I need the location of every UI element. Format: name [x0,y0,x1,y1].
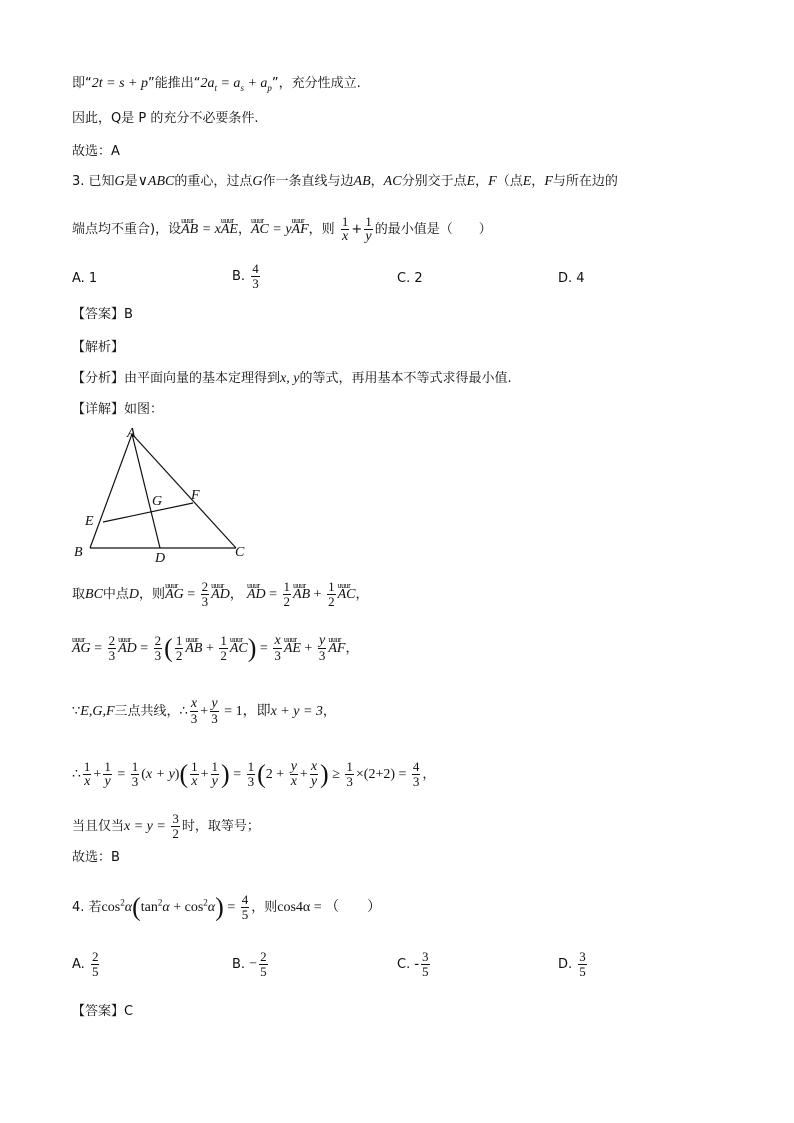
q3-step-3: ∵E,G,F三点共线，∴ $\frac{x}{3}$ + $\frac{y}{3}$ = 1，即x + y = 3， [72,696,336,726]
text-line-conclusion: 因此，Q是 P 的充分不必要条件. [72,111,259,126]
q4-option-b: B. − $\frac{2}{5}$ [232,949,267,979]
q4-answer: 【答案】C [72,1004,134,1019]
label-b: B [74,545,83,560]
q3-option-c: C. 2 [397,271,423,286]
q3-step-1: 取BC中点D，则uuur AG = $\frac{2}{3}$ uuur AD， uuur AD = $\frac{1}{2}$ uuur AB + $\frac{1}{2}$ uuur AC， [72,580,368,609]
q3-answer: 【答案】B [72,307,133,322]
q3-analysis-heading: 【解析】 [72,340,125,355]
edge-ac [132,434,236,548]
line-ef [103,503,193,522]
q4-option-c: C. - $\frac{3}{5}$ [397,949,429,979]
fraction-1-over-y: $\frac{1}{y}$ [365,214,372,244]
label-g: G [152,494,163,509]
q3-option-a: A. 1 [72,271,98,286]
question-3-stem-line-1: 3. 已知G是∨ABC的重心，过点G作一条直线与边AB，AC分别交于点E，F（点E，F与所在边的 [72,174,618,189]
q3-final-answer: 故选：B [72,850,120,865]
median-ad [132,434,163,548]
q3-option-d: D. 4 [558,271,585,286]
text-line-sufficiency [72,75,361,97]
label-c: C [235,545,245,560]
question-4-stem: 4. 若$\cos^2\alpha(\tan^2\alpha + \cos^2\alpha)$ = $\frac{4}{5}$ ，则cos4α = （ ） [72,892,382,922]
q4-option-d: D. $\frac{3}{5}$ [558,949,586,979]
label-f: F [191,488,200,503]
edge-ab [90,434,132,548]
question-3-stem-line-2: 端点均不重合)，设uuur AB = xuuur AE，uuur AC = yuuur AF，则 $\frac{1}{x}$ + $\frac{1}{y}$ 的最小值是（ ） [72,215,492,244]
text-fragment: ”，充分性成立. [271,76,361,91]
text-fragment: ”能推出“ [147,76,201,91]
fraction-1-over-x: $\frac{1}{x}$ [341,214,349,244]
q3-step-4: ∴ $\frac{1}{x}$ + $\frac{1}{y}$ = $\frac{1}{3}$ (x + y)( $\frac{1}{x}$ + $\frac{1}{y}$ ) = $\frac{1}{3}$ (2 + $\frac{y}{x}$ + $\frac{x}{y}$ ) ≥ $\frac{1}{3}$ ×(2+2) = $\frac{4}{3}$ ， [72,759,436,789]
q4-option-a: A. $\frac{2}{5}$ [72,949,99,979]
triangle-figure [72,424,252,566]
text-line-choose-a: 故选：A [72,144,120,159]
q3-fenxi: 【分析】由平面向量的基本定理得到x, y的等式，再用基本不等式求得最小值. [72,371,512,386]
q3-step-5: 当且仅当x = y = $\frac{3}{2}$ 时，取等号； [72,811,260,841]
label-a: A [127,426,136,441]
q3-detail: 【详解】如图： [72,402,164,417]
q3-option-b: B. $\frac{4}{3}$ [232,261,259,291]
math-expression: 2t = s + p [91,76,148,91]
math-expression: $2a_t = a_s + a_p$ [200,76,272,93]
label-e: E [85,514,94,529]
text-fragment: 即“ [72,76,92,91]
q3-step-2: uuur AG = $\frac{2}{3}$ uuur AD = $\frac{2}{3}$ ( $\frac{1}{2}$ uuur AB + $\frac{1}{2}$ uuur AC) = $\frac{x}{3}$ uuur AE + $\frac{y}{3}$ uuur AF， [72,634,358,663]
label-d: D [155,551,166,566]
